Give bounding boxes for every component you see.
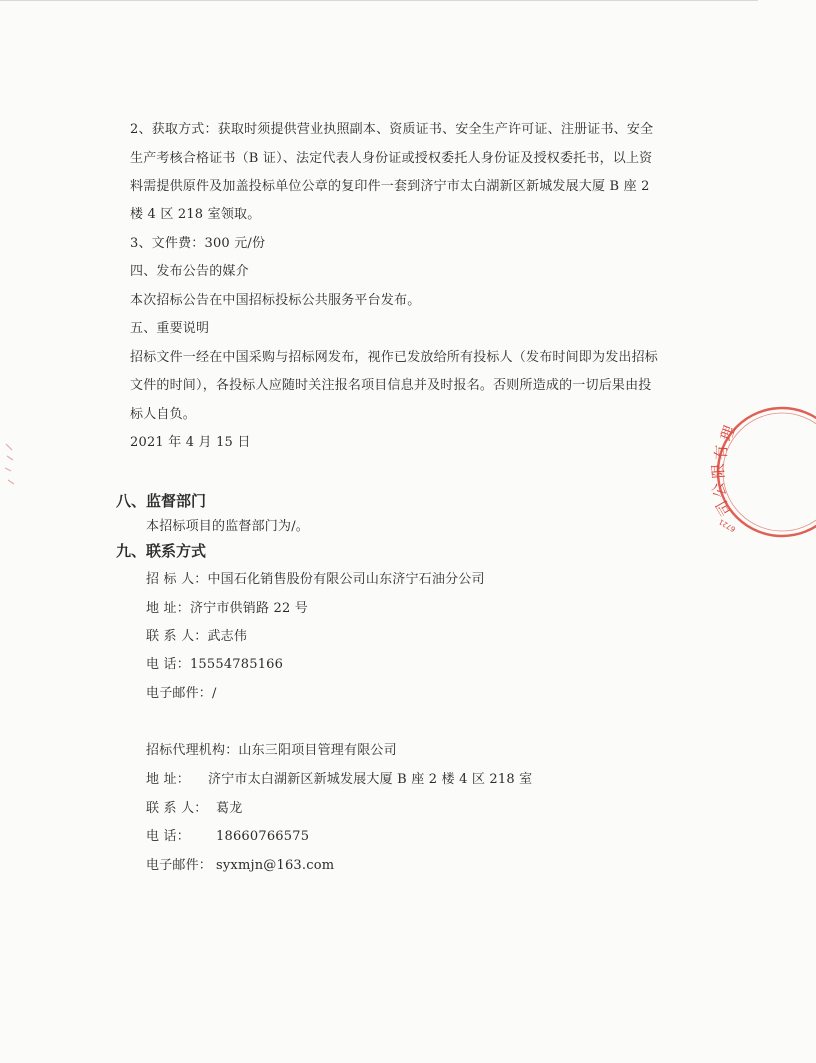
tenderer-contact: 武志伟: [207, 629, 248, 644]
agency-phone: 18660766575: [216, 829, 310, 844]
obtain-line-2: 生产考核合格证书（B 证）、法定代表人身份证或授权委托人身份证及授权委托书，以上资: [130, 151, 653, 166]
tenderer-name-row: [146, 571, 485, 588]
svg-text:理: 理: [716, 423, 739, 444]
agency-contact-label: 联 系 人：: [146, 801, 208, 816]
section-4-title: 四、发布公告的媒介: [130, 264, 249, 279]
company-seal-stamp: [708, 402, 816, 542]
agency-phone-label: 电 话：: [146, 829, 190, 844]
svg-text:6721: 6721: [717, 517, 737, 534]
agency-name-label: 招标代理机构：: [146, 743, 239, 758]
tenderer-phone-row: [146, 656, 283, 673]
agency-address-label: 地 址：: [146, 772, 190, 787]
left-edge-stamp-trace: [4, 440, 16, 495]
agency-email: syxmjn@163.com: [216, 858, 335, 873]
agency-name-row: [146, 742, 397, 759]
tenderer-address-label: 地 址：: [146, 601, 190, 616]
agency-email-label: 电子邮件：: [146, 858, 213, 873]
notice-date: 2021 年 4 月 15 日: [130, 435, 251, 450]
section-9-title: 九、联系方式: [116, 542, 207, 560]
tenderer-phone: 15554785166: [189, 657, 284, 672]
tenderer-phone-label: 电 话：: [146, 657, 190, 672]
section-8-text: 本招标项目的监督部门为/。: [146, 519, 309, 534]
obtain-line-4: 楼 4 区 218 室领取。: [130, 207, 261, 222]
agency-contact-row: [146, 800, 242, 817]
page-edge: [0, 0, 758, 1]
tenderer-name-label: 招 标 人：: [146, 572, 208, 587]
agency-contact: 葛龙: [216, 801, 243, 816]
agency-phone-row: [146, 828, 309, 845]
tenderer-email-label: 电子邮件：: [146, 686, 213, 701]
svg-text:有: 有: [712, 444, 731, 461]
notice-line-2: 文件的时间），各投标人应随时关注报名项目信息并及时报名。否则所造成的一切后果由投: [130, 378, 652, 393]
tenderer-email: /: [212, 686, 217, 701]
document-fee: 3、文件费：300 元/份: [130, 236, 266, 251]
section-5-title: 五、重要说明: [130, 321, 210, 336]
tenderer-email-row: [146, 685, 217, 702]
tenderer-contact-row: [146, 628, 247, 645]
agency-name: 山东三阳项目管理有限公司: [238, 743, 397, 758]
agency-email-row: [146, 857, 334, 874]
notice-line-3: 标人自负。: [130, 407, 197, 422]
section-4-text: 本次招标公告在中国招标投标公共服务平台发布。: [130, 293, 421, 308]
tenderer-address-row: [146, 600, 308, 617]
section-8-title: 八、监督部门: [116, 492, 207, 510]
tenderer-address: 济宁市供销路 22 号: [189, 601, 308, 616]
agency-address-row: [146, 771, 532, 788]
svg-text:司: 司: [712, 496, 736, 519]
tenderer-contact-label: 联 系 人：: [146, 629, 208, 644]
notice-line-1: 招标文件一经在中国采购与招标网发布，视作已发放给所有投标人（发布时间即为发出招标: [130, 350, 659, 365]
agency-address: 济宁市太白湖新区新城发展大厦 B 座 2 楼 4 区 218 室: [208, 772, 533, 787]
obtain-line-3: 料需提供原件及加盖投标单位公章的复印件一套到济宁市太白湖新区新城发展大厦 B 座 2: [130, 179, 650, 194]
svg-text:公: 公: [708, 480, 730, 500]
obtain-line-1: 2、获取方式：获取时须提供营业执照副本、资质证书、安全生产许可证、注册证书、安全: [130, 122, 654, 137]
svg-text:限: 限: [708, 462, 728, 480]
tenderer-name: 中国石化销售股份有限公司山东济宁石油分公司: [207, 572, 485, 587]
